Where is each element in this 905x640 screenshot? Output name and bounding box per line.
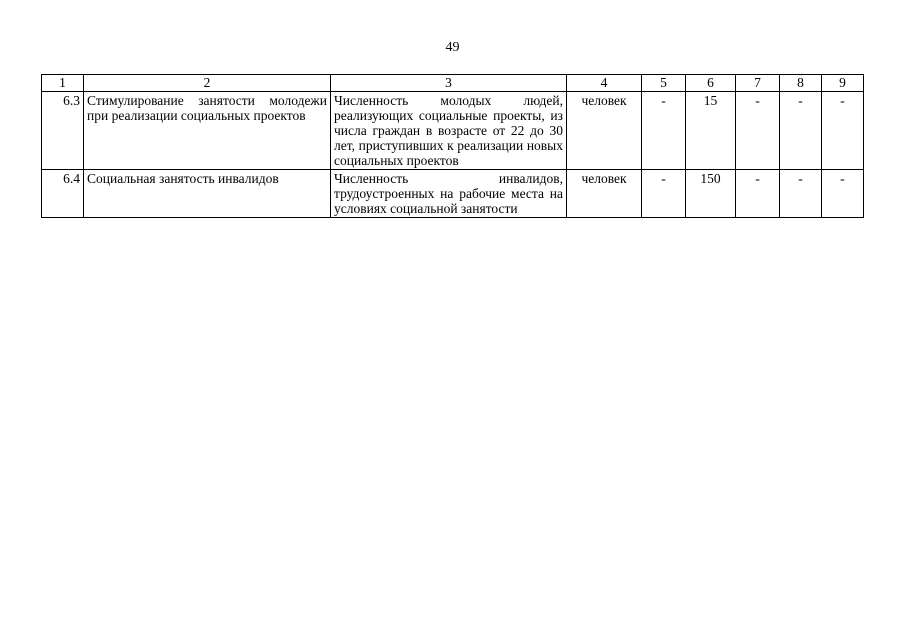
value-col-5: - <box>642 92 686 170</box>
value-col-5: - <box>642 170 686 218</box>
measure-name: Стимулирование занятости молодежи при реализации социальных проектов <box>84 92 331 170</box>
column-header-5: 5 <box>642 75 686 92</box>
column-header-6: 6 <box>686 75 736 92</box>
unit-cell: человек <box>567 92 642 170</box>
value-col-8: - <box>780 92 822 170</box>
value-col-6: 150 <box>686 170 736 218</box>
value-col-8: - <box>780 170 822 218</box>
column-header-3: 3 <box>331 75 567 92</box>
table-row <box>42 92 864 170</box>
page-number: 49 <box>445 40 460 55</box>
indicator-description: Численность инвалидов, трудоустроенных на рабочие места на условиях социальной занятости <box>331 170 567 218</box>
column-header-4: 4 <box>567 75 642 92</box>
indicators-table <box>41 74 864 218</box>
row-number: 6.4 <box>42 170 84 218</box>
column-header-1: 1 <box>42 75 84 92</box>
indicator-description: Численность молодых людей, реализующих социальные проекты, из числа граждан в возрасте от 22 до 30 лет, приступивших к реализации новых социальных проектов <box>331 92 567 170</box>
table-row <box>42 170 864 218</box>
value-col-7: - <box>736 170 780 218</box>
value-col-9: - <box>822 92 864 170</box>
column-header-2: 2 <box>84 75 331 92</box>
row-number: 6.3 <box>42 92 84 170</box>
value-col-6: 15 <box>686 92 736 170</box>
value-col-9: - <box>822 170 864 218</box>
value-col-7: - <box>736 92 780 170</box>
measure-name: Социальная занятость инвалидов <box>84 170 331 218</box>
column-header-9: 9 <box>822 75 864 92</box>
header-row <box>42 75 864 92</box>
column-header-7: 7 <box>736 75 780 92</box>
unit-cell: человек <box>567 170 642 218</box>
column-header-8: 8 <box>780 75 822 92</box>
